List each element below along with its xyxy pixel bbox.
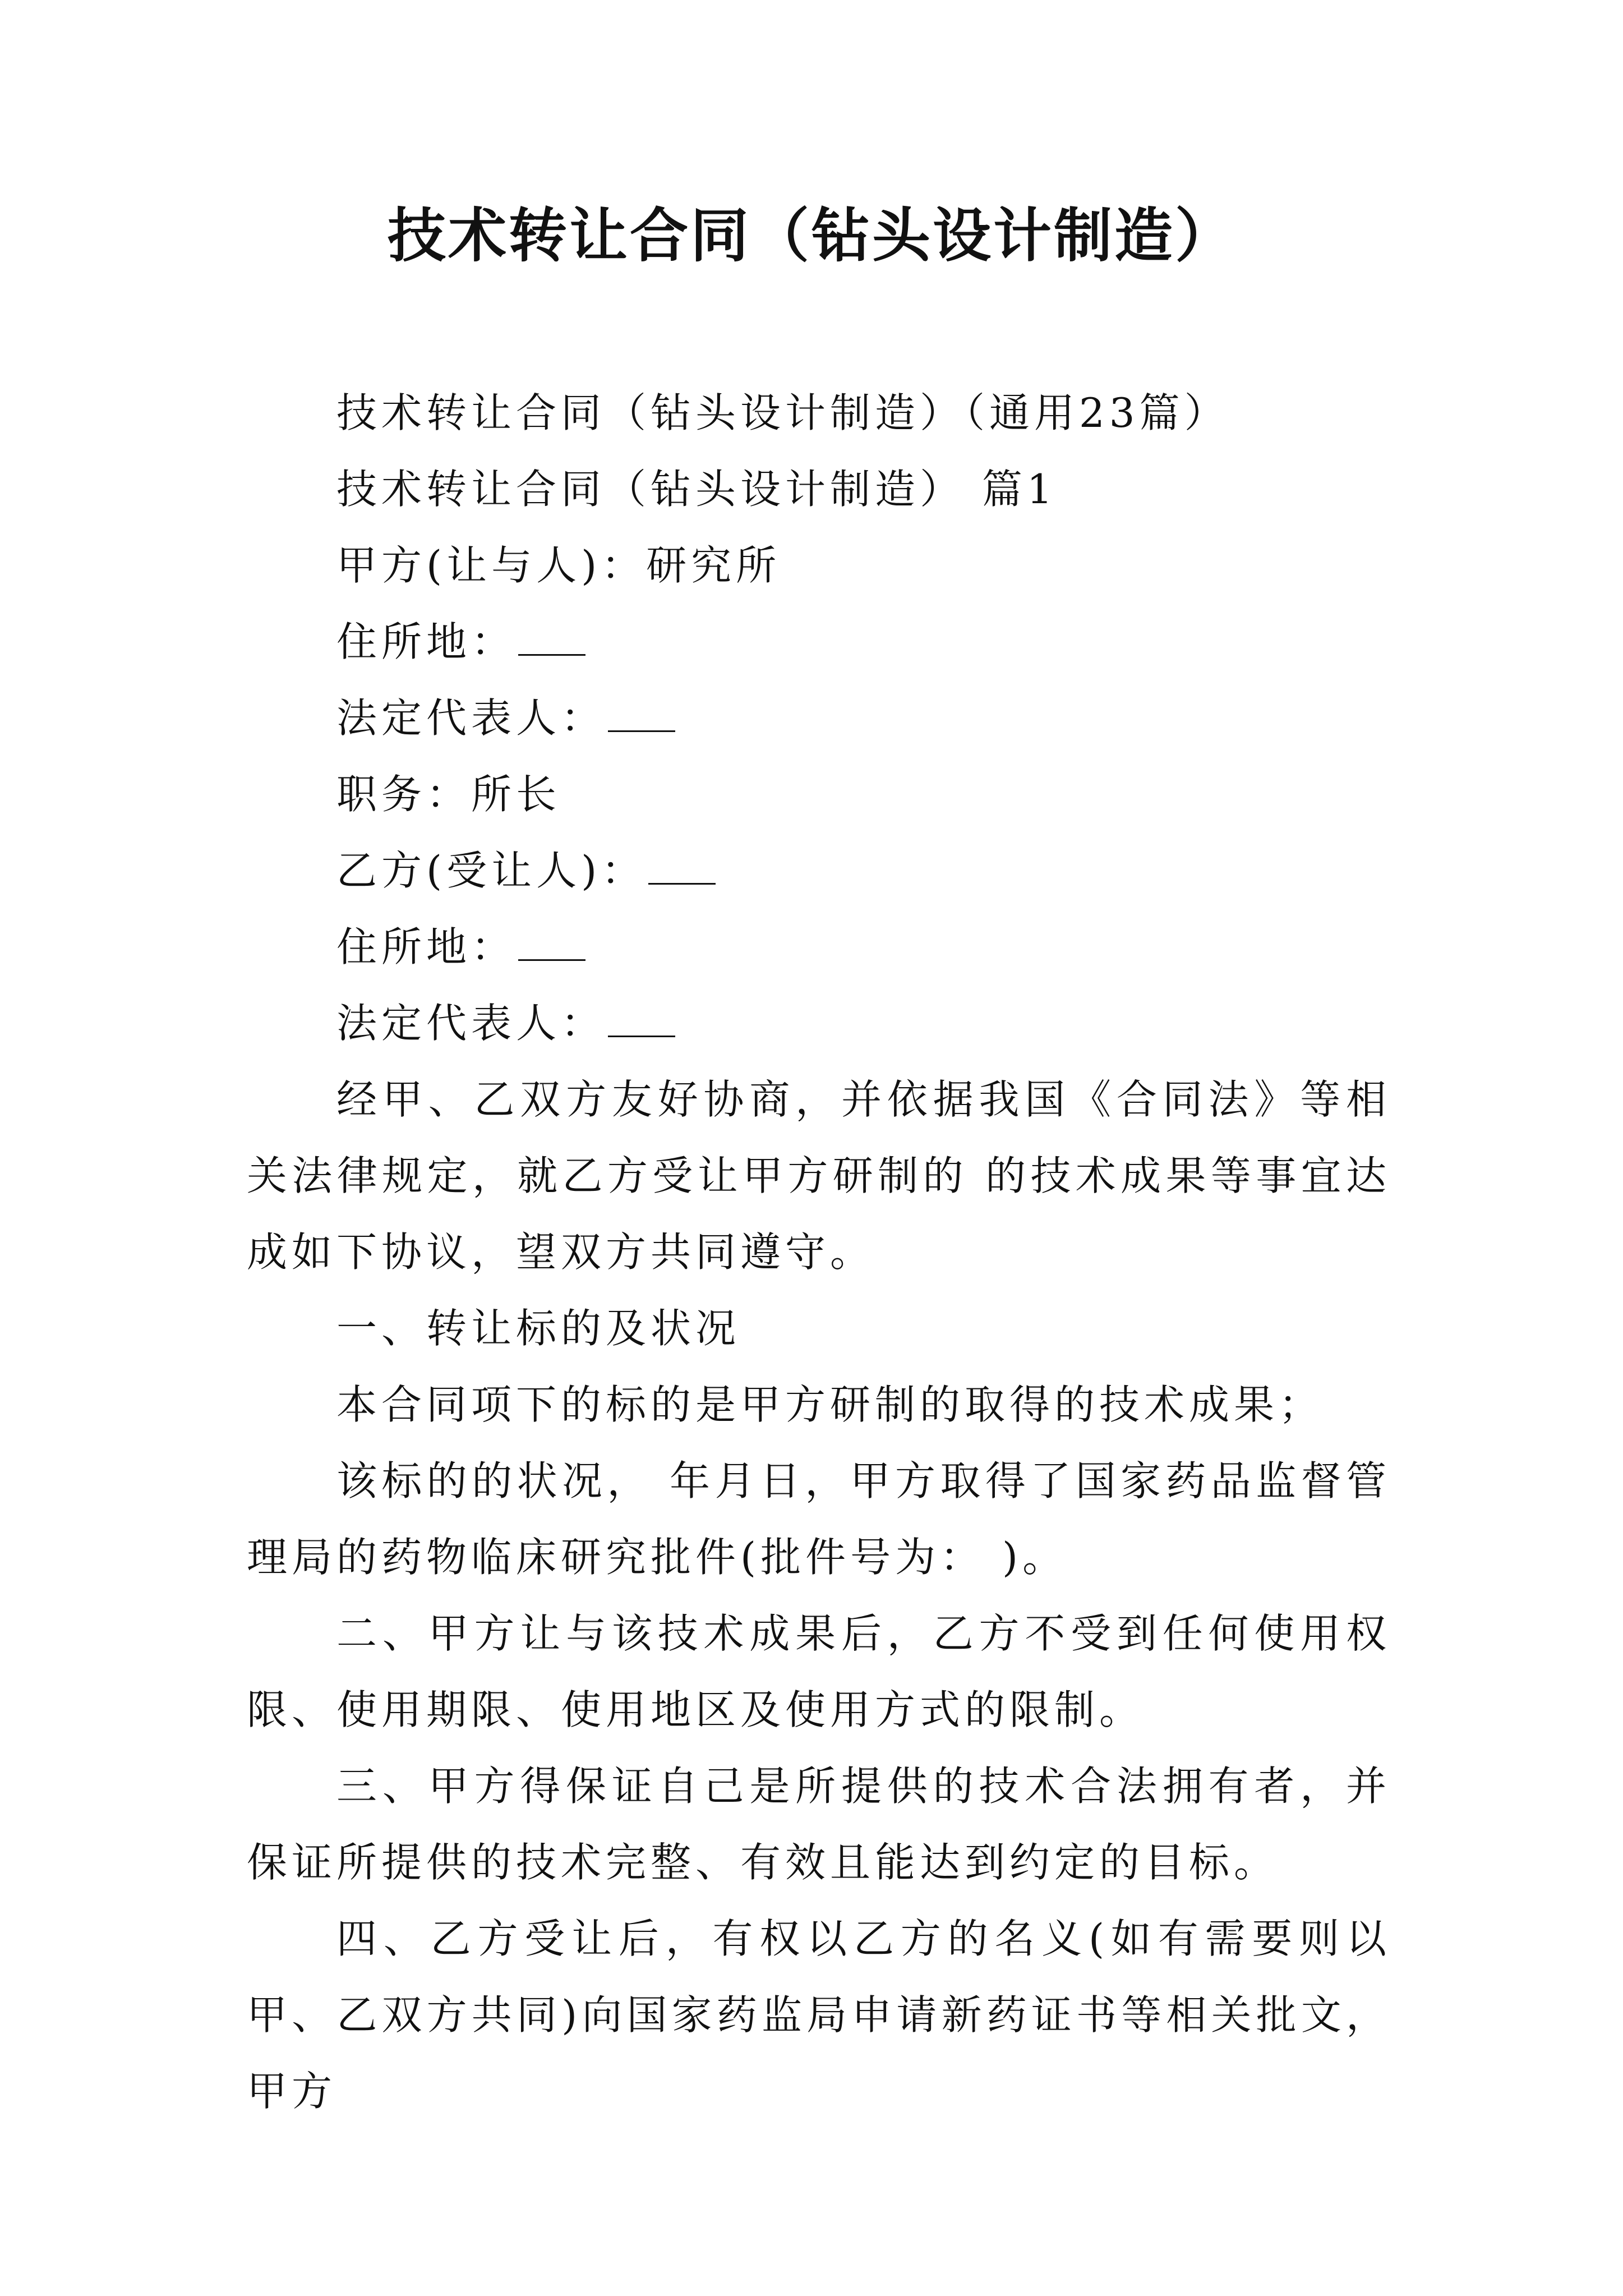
party-a-address-label: 住所地： (336, 618, 517, 665)
section-heading-1: 一、转让标的及状况 (336, 1305, 741, 1352)
party-a-representative-label: 法定代表人： (336, 694, 606, 742)
blank-field (518, 620, 585, 656)
subtitle-line: 技术转让合同（钻头设计制造）（通用23篇） (336, 389, 1229, 436)
paragraph-status: 该标的的状况， 年月日，甲方取得了国家药品监督管理局的药物临床研究批件(批件号为： )。 (247, 1457, 1391, 1581)
paragraph-clause-2: 二、甲方让与该技术成果后，乙方不受到任何使用权限、使用期限、使用地区及使用方式的限制。 (247, 1610, 1391, 1733)
document-title: 技术转让合同（钻头设计制造） (387, 201, 1235, 270)
blank-field (608, 1002, 675, 1037)
blank-field (608, 697, 675, 732)
party-b-label: 乙方(受让人)： (336, 847, 647, 894)
party-a-title-line: 职务：所长 (336, 771, 561, 818)
party-b-address-line (247, 909, 1391, 985)
paragraph-clause-3: 三、甲方得保证自己是所提供的技术合法拥有者，并保证所提供的技术完整、有效且能达到约定的目标。 (247, 1763, 1391, 1886)
blank-field (648, 849, 716, 885)
blank-field (518, 926, 585, 961)
part-heading: 技术转让合同（钻头设计制造） 篇1 (336, 466, 1057, 513)
paragraph-intro: 经甲、乙双方友好协商，并依据我国《合同法》等相关法律规定，就乙方受让甲方研制的 的技术成果等事宜达成如下协议，望双方共同遵守。 (247, 1076, 1391, 1276)
party-b-representative-label: 法定代表人： (336, 1000, 606, 1047)
paragraph-subject: 本合同项下的标的是甲方研制的取得的技术成果； (336, 1381, 1324, 1428)
paragraph-clause-4: 四、乙方受让后，有权以乙方的名义(如有需要则以甲、乙双方共同)向国家药监局申请新药证书等相关批文，甲方 (247, 1915, 1391, 2115)
party-b-representative-line (247, 985, 1391, 1061)
party-b-address-label: 住所地： (336, 923, 517, 970)
party-b-line (247, 832, 1391, 909)
document-body (247, 375, 1391, 2129)
party-a-address-line (247, 604, 1391, 680)
party-a-representative-line (247, 680, 1391, 756)
party-a-line: 甲方(让与人)：研究所 (336, 542, 781, 589)
